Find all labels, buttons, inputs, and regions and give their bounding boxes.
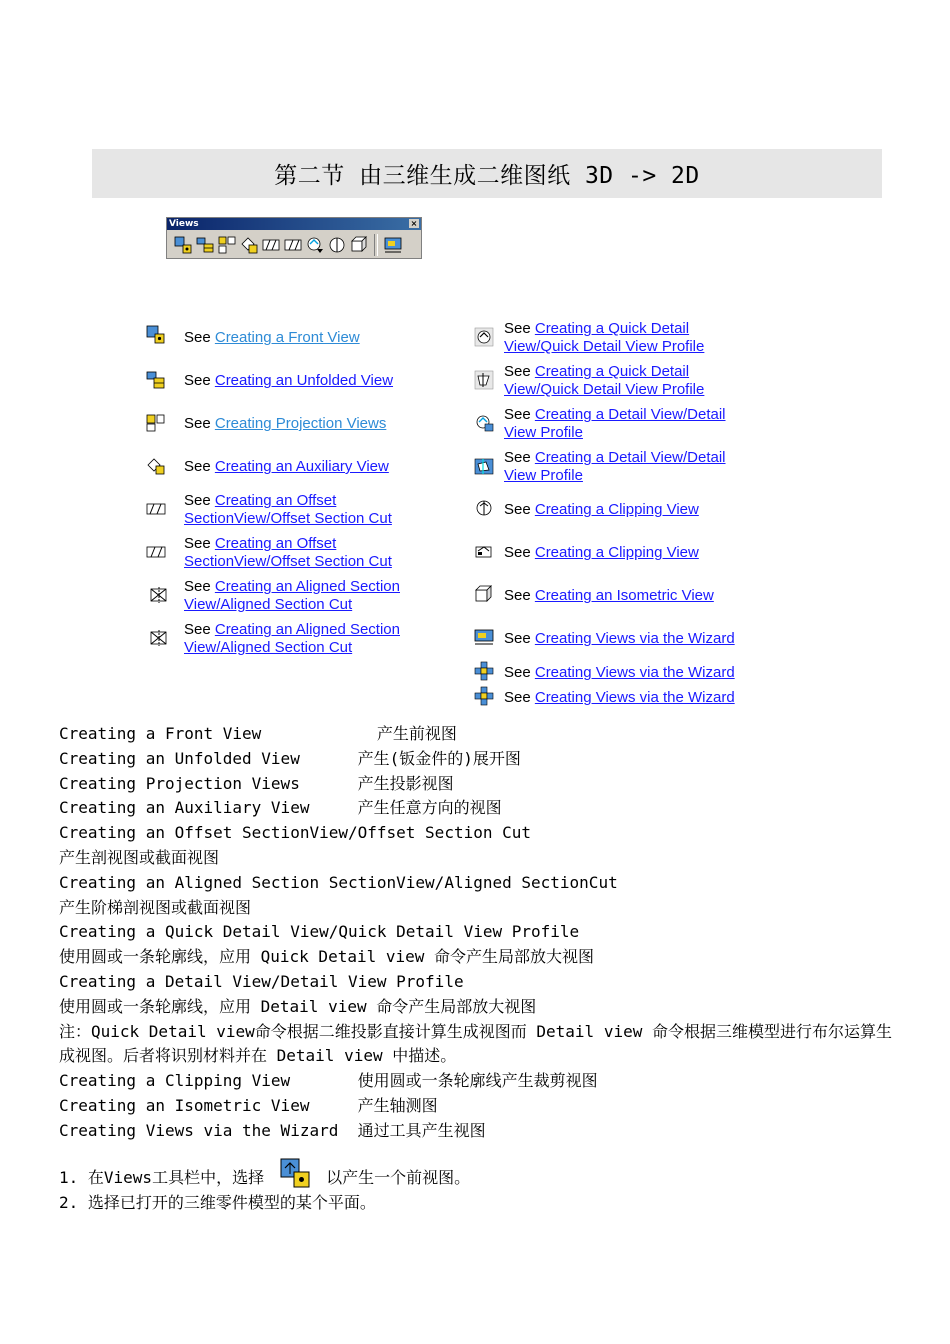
body-line: Creating an Auxiliary View 产生任意方向的视图 xyxy=(59,798,502,818)
clipping-profile-icon xyxy=(474,541,494,561)
aligned-section-link-cont[interactable]: View/Aligned Section Cut xyxy=(184,596,353,613)
clipping-view-link[interactable]: Creating a Clipping View xyxy=(534,501,699,518)
body-line: Creating an Unfolded View 产生(钣金件的)展开图 xyxy=(59,748,521,768)
offset-section-cut-icon[interactable] xyxy=(283,235,303,255)
section-title-bar xyxy=(92,149,882,198)
auxiliary-view-icon[interactable] xyxy=(239,235,259,255)
wizard-views-icon xyxy=(474,686,494,706)
wizard-link[interactable]: Creating Views via the Wizard xyxy=(534,664,735,681)
wizard-icon xyxy=(474,627,494,647)
body-line: 产生阶梯剖视图或截面视图 xyxy=(59,897,252,917)
wizard-link[interactable]: Creating Views via the Wizard xyxy=(534,689,735,706)
body-line: Creating a Clipping View 使用圆或一条轮廓线产生裁剪视图 xyxy=(59,1071,598,1091)
clipping-view-icon xyxy=(474,498,494,518)
list-item: See Creating a Clipping View xyxy=(504,501,699,518)
list-item: See Creating Views via the Wizard xyxy=(504,689,735,706)
toolbar-separator xyxy=(374,234,378,256)
list-item: See Creating an Unfolded View xyxy=(184,372,394,389)
unfolded-view-icon xyxy=(146,370,166,390)
quick-detail-link-cont[interactable]: View/Quick Detail View Profile xyxy=(504,338,705,355)
detail-profile-icon xyxy=(474,456,494,476)
front-view-icon[interactable] xyxy=(173,235,193,255)
isometric-view-icon[interactable] xyxy=(349,235,369,255)
toolbar-title: Views xyxy=(169,219,199,229)
list-item: See Creating a Front View xyxy=(184,329,360,346)
list-item: See Creating Views via the Wizard xyxy=(504,630,735,647)
list-item: See Creating an Aligned Section View/Aligned Section Cut xyxy=(184,621,400,656)
quick-detail-link-cont[interactable]: View/Quick Detail View Profile xyxy=(504,381,705,398)
body-line: 使用圆或一条轮廓线，应用 Detail view 命令产生局部放大视图 xyxy=(59,996,537,1016)
body-line: Creating a Front View 产生前视图 xyxy=(59,724,457,743)
body-line: Creating an Aligned Section SectionView/Aligned SectionCut xyxy=(59,872,618,892)
offset-section-icon xyxy=(146,499,166,519)
toolbar-close-button[interactable]: × xyxy=(410,219,418,228)
list-item: See Creating an Offset SectionView/Offset Section Cut xyxy=(184,535,392,570)
isometric-view-link[interactable]: Creating an Isometric View xyxy=(534,587,714,604)
projection-views-link[interactable]: Creating Projection Views xyxy=(214,415,387,432)
list-item: See Creating a Detail View/Detail View Profile xyxy=(504,449,726,484)
body-line: Creating Views via the Wizard 通过工具产生视图 xyxy=(59,1120,486,1140)
unfolded-view-icon[interactable] xyxy=(195,235,215,255)
aligned-section-cut-icon xyxy=(149,628,169,648)
aligned-section-link[interactable]: Creating an Aligned Section xyxy=(214,621,400,638)
offset-section-link[interactable]: Creating an Offset xyxy=(214,492,337,509)
list-item: See Creating an Auxiliary View xyxy=(184,458,389,475)
list-item: See Creating an Aligned Section View/Aligned Section Cut xyxy=(184,578,400,613)
step-2: 2. 选择已打开的三维零件模型的某个平面。 xyxy=(59,1193,376,1212)
detail-view-link-cont[interactable]: View Profile xyxy=(504,424,583,441)
body-line: Creating an Offset SectionView/Offset Section Cut xyxy=(59,823,532,843)
wizard-icon[interactable] xyxy=(383,235,403,255)
offset-section-link[interactable]: Creating an Offset xyxy=(214,535,337,552)
steps xyxy=(59,1158,470,1215)
body-line: Creating a Quick Detail View/Quick Detail View Profile xyxy=(59,922,580,942)
auxiliary-view-link[interactable]: Creating an Auxiliary View xyxy=(214,458,389,475)
unfolded-view-link[interactable]: Creating an Unfolded View xyxy=(214,372,394,389)
list-item: See Creating a Quick Detail View/Quick Detail View Profile xyxy=(504,363,705,398)
detail-view-link-cont[interactable]: View Profile xyxy=(504,467,583,484)
projection-view-icon xyxy=(146,413,166,433)
section-title: 第二节 由三维生成二维图纸 3D -> 2D xyxy=(274,163,700,189)
list-item: See Creating an Offset SectionView/Offset Section Cut xyxy=(184,492,392,527)
detail-view-link[interactable]: Creating a Detail View/Detail xyxy=(534,449,726,466)
list-item: See Creating a Quick Detail View/Quick Detail View Profile xyxy=(504,320,705,355)
quick-detail-profile-icon xyxy=(474,370,494,390)
front-view-icon xyxy=(146,325,166,345)
views-toolbar[interactable] xyxy=(166,217,422,259)
toolbar-titlebar[interactable] xyxy=(167,218,421,230)
aligned-section-link-cont[interactable]: View/Aligned Section Cut xyxy=(184,639,353,656)
offset-section-icon[interactable] xyxy=(261,235,281,255)
quick-detail-link[interactable]: Creating a Quick Detail xyxy=(534,363,690,380)
detail-view-icon[interactable] xyxy=(305,235,325,255)
body-line: 产生剖视图或截面视图 xyxy=(59,847,220,867)
body-note: 注：Quick Detail view命令根据二维投影直接计算生成视图而 Detail view 命令根据三维模型进行布尔运算生成视图。后者将识别材料并在 Detail view 中描述。 xyxy=(59,1021,892,1066)
list-item: See Creating a Detail View/Detail View Profile xyxy=(504,406,726,441)
front-view-link[interactable]: Creating a Front View xyxy=(214,329,360,346)
projection-view-icon[interactable] xyxy=(217,235,237,255)
isometric-view-icon xyxy=(474,584,494,604)
front-view-icon xyxy=(280,1158,312,1190)
toolbar-icons xyxy=(167,230,421,256)
wizard-link[interactable]: Creating Views via the Wizard xyxy=(534,630,735,647)
list-item: See Creating an Isometric View xyxy=(504,587,714,604)
clipping-view-icon[interactable] xyxy=(327,235,347,255)
body-line: Creating an Isometric View 产生轴测图 xyxy=(59,1095,438,1115)
offset-section-link-cont[interactable]: SectionView/Offset Section Cut xyxy=(184,510,392,527)
body-text xyxy=(59,722,899,1144)
auxiliary-view-icon xyxy=(146,456,166,476)
clipping-view-link[interactable]: Creating a Clipping View xyxy=(534,544,699,561)
aligned-section-icon xyxy=(149,585,169,605)
body-line: 使用圆或一条轮廓线，应用 Quick Detail view 命令产生局部放大视图 xyxy=(59,947,595,967)
offset-section-cut-icon xyxy=(146,542,166,562)
quick-detail-link[interactable]: Creating a Quick Detail xyxy=(534,320,690,337)
body-line: Creating a Detail View/Detail View Profile xyxy=(59,971,464,991)
list-item: See Creating a Clipping View xyxy=(504,544,699,561)
aligned-section-link[interactable]: Creating an Aligned Section xyxy=(214,578,400,595)
detail-view-icon xyxy=(474,413,494,433)
wizard-views-icon xyxy=(474,661,494,681)
offset-section-link-cont[interactable]: SectionView/Offset Section Cut xyxy=(184,553,392,570)
quick-detail-view-icon xyxy=(474,327,494,347)
list-item: See Creating Projection Views xyxy=(184,415,387,432)
detail-view-link[interactable]: Creating a Detail View/Detail xyxy=(534,406,726,423)
body-line: Creating Projection Views 产生投影视图 xyxy=(59,773,454,793)
list-item: See Creating Views via the Wizard xyxy=(504,664,735,681)
step-1: 1. 在Views工具栏中，选择 以产生一个前视图。 xyxy=(59,1158,470,1190)
